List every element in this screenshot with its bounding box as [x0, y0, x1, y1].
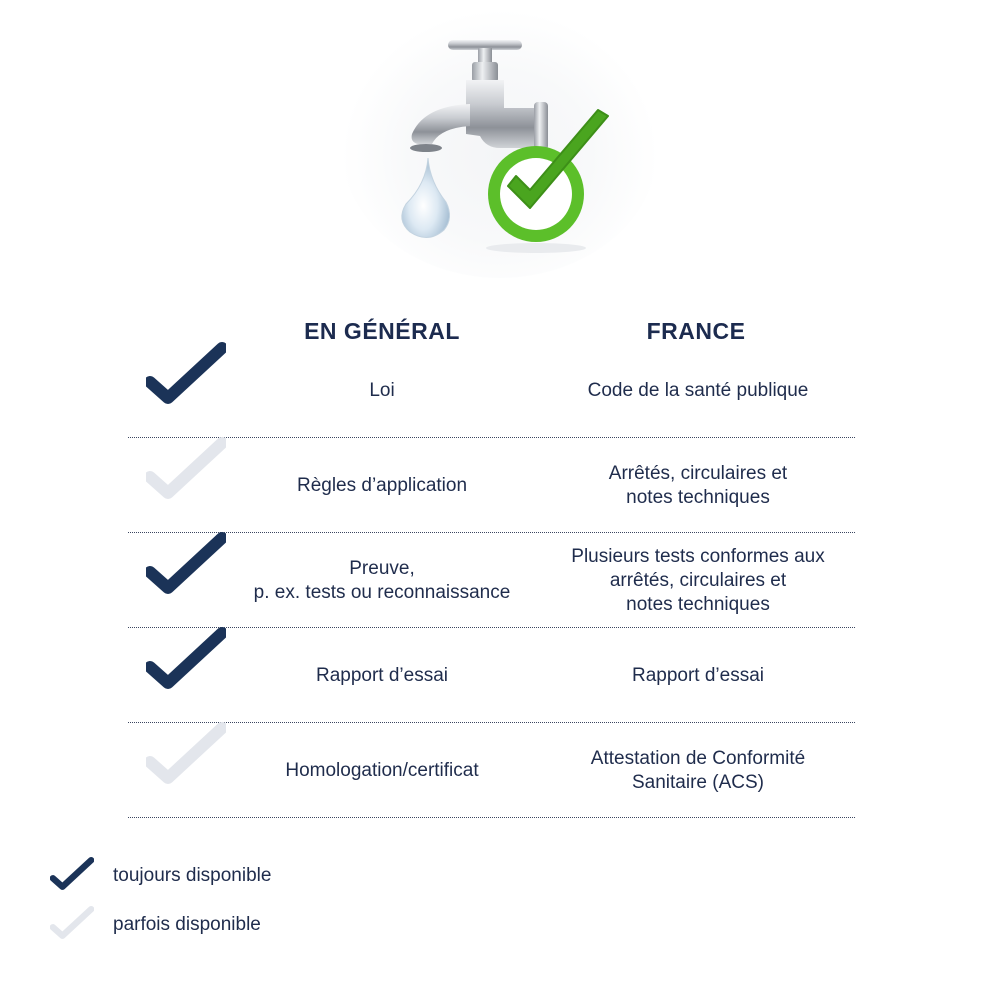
- checkmark-icon: [146, 342, 226, 406]
- table-row: [128, 439, 855, 533]
- row-divider: [128, 532, 855, 533]
- row-france-cell: Plusieurs tests conformes aux arrêtés, circulaires et notes techniques: [571, 546, 825, 615]
- row-france-cell: Code de la santé publique: [587, 380, 809, 401]
- legend-label-always: toujours disponible: [113, 865, 272, 886]
- hero-illustration: [340, 8, 660, 278]
- table-row: [128, 344, 855, 438]
- column-header-france: FRANCE: [646, 318, 746, 344]
- water-drop-icon: [402, 158, 450, 238]
- checkmark-icon: [50, 857, 94, 891]
- row-divider: [128, 722, 855, 723]
- checkmark-icon: [146, 627, 226, 691]
- row-general-cell: Règles d’application: [296, 475, 468, 496]
- checkmark-icon: [146, 532, 226, 596]
- checkmark-icon: [146, 722, 226, 786]
- table-row: [128, 629, 855, 723]
- row-divider: [128, 627, 855, 628]
- checkmark-icon: [50, 906, 94, 940]
- checkmark-icon: [146, 437, 226, 501]
- row-divider: [128, 817, 855, 818]
- table-row: [128, 534, 855, 628]
- row-general-cell: Homologation/certificat: [285, 760, 479, 781]
- legend-label-sometimes: parfois disponible: [113, 914, 261, 935]
- row-france-cell: Rapport d’essai: [631, 665, 765, 686]
- water-tap-icon: [340, 8, 660, 278]
- row-general-cell: Preuve, p. ex. tests ou reconnaissance: [253, 558, 511, 603]
- row-general-cell: Rapport d’essai: [315, 665, 449, 686]
- row-general-cell: Loi: [369, 380, 395, 401]
- row-france-cell: Arrêtés, circulaires et notes techniques: [608, 463, 788, 508]
- column-header-general: EN GÉNÉRAL: [304, 318, 460, 344]
- row-divider: [128, 437, 855, 438]
- row-france-cell: Attestation de Conformité Sanitaire (ACS): [590, 748, 806, 793]
- legend-item-sometimes: [50, 906, 370, 946]
- legend-item-always: [50, 857, 370, 897]
- table-row: [128, 724, 855, 818]
